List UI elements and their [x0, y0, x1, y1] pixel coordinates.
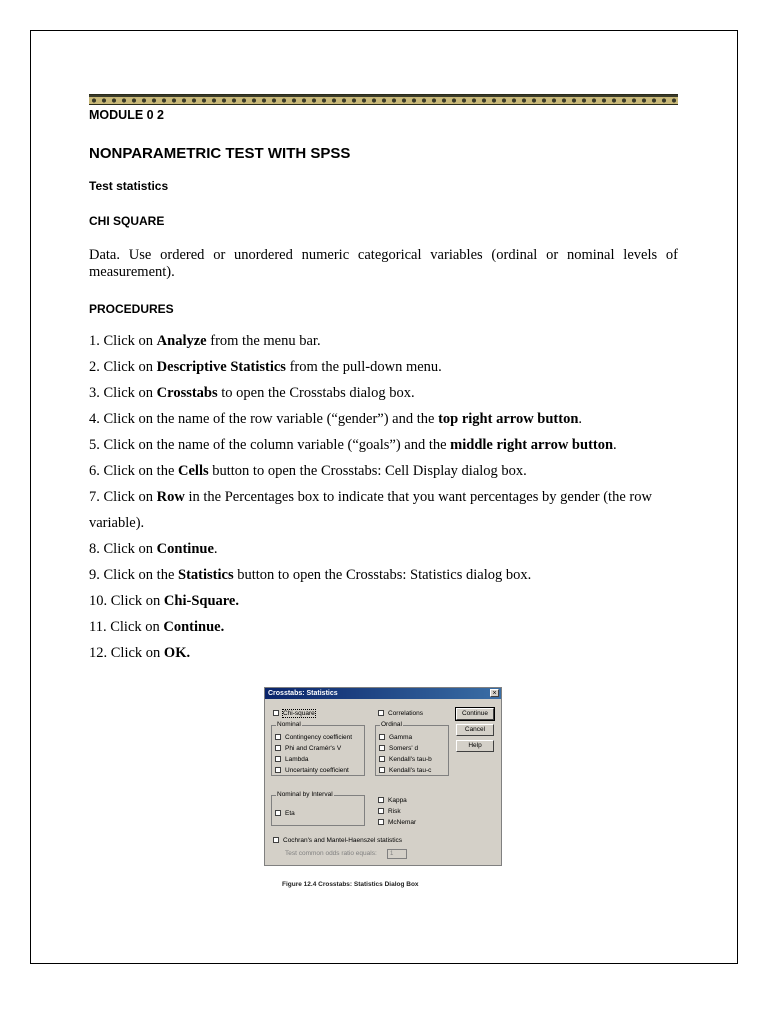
- checkbox-icon: [275, 810, 281, 816]
- step-text-end: in the Percentages box to indicate that you want percentages by gender (the row: [184, 489, 652, 505]
- step-text-end: .: [213, 541, 218, 557]
- checkbox-icon: [273, 710, 279, 716]
- step-emphasis: Cells: [178, 463, 209, 479]
- procedures-heading: PROCEDURES: [89, 302, 174, 316]
- checkbox-icon: [378, 808, 384, 814]
- test-odds-label: Test common odds ratio equals:: [285, 850, 377, 857]
- checkbox-icon: [378, 710, 384, 716]
- close-icon[interactable]: ×: [490, 689, 499, 697]
- contingency-label: Contingency coefficient: [285, 733, 353, 741]
- section-chi-square: CHI SQUARE: [89, 214, 165, 228]
- step-text-end: from the menu bar.: [206, 333, 321, 349]
- chi-square-checkbox[interactable]: [273, 709, 315, 717]
- decorative-border: [89, 94, 678, 105]
- checkbox-icon: [379, 745, 385, 751]
- cochran-checkbox[interactable]: [273, 836, 402, 844]
- step-text: 4. Click on the name of the row variable (“gender”) and the: [89, 411, 439, 427]
- procedure-step: [89, 437, 617, 454]
- step-text: 1. Click on: [89, 333, 157, 349]
- cancel-button[interactable]: Cancel: [456, 724, 494, 736]
- checkbox-icon: [378, 797, 384, 803]
- phi-cramer-checkbox[interactable]: [275, 744, 341, 752]
- tau-c-label: Kendall's tau-c: [389, 766, 432, 774]
- step-text-end: button to open the Crosstabs: Cell Display dialog box.: [208, 463, 527, 479]
- dialog-title: Crosstabs: Statistics: [265, 688, 501, 699]
- checkbox-icon: [275, 756, 281, 762]
- procedure-step: [89, 645, 190, 662]
- step-text: 6. Click on the: [89, 463, 179, 479]
- step-text-end: .: [613, 437, 617, 453]
- step-text: 12. Click on: [89, 645, 164, 661]
- risk-label: Risk: [388, 807, 401, 815]
- step-text: 10. Click on: [89, 593, 164, 609]
- step-text: 5. Click on the name of the column variable (“goals”) and the: [89, 437, 451, 453]
- step-text: 8. Click on: [89, 541, 157, 557]
- step-emphasis: Chi-Square.: [163, 593, 239, 609]
- crosstabs-statistics-dialog: [264, 687, 502, 866]
- nominal-group-label: Nominal: [277, 721, 301, 728]
- gamma-checkbox[interactable]: [379, 733, 412, 741]
- page-title: NONPARAMETRIC TEST WITH SPSS: [89, 145, 351, 162]
- step-text-end: .: [578, 411, 583, 427]
- step-text-end: to open the Crosstabs dialog box.: [217, 385, 415, 401]
- procedure-step: [89, 515, 144, 532]
- checkbox-icon: [275, 745, 281, 751]
- step-emphasis: Continue: [156, 541, 214, 557]
- cochran-label: Cochran's and Mantel-Haenszel statistics: [283, 836, 403, 844]
- eta-checkbox[interactable]: [275, 809, 295, 817]
- step-emphasis: Statistics: [178, 567, 234, 583]
- procedure-step: [89, 593, 239, 610]
- procedure-step: [89, 619, 224, 636]
- uncertainty-label: Uncertainty coefficient: [285, 766, 349, 774]
- procedure-step: [89, 489, 652, 506]
- somers-checkbox[interactable]: [379, 744, 418, 752]
- section-test-statistics: Test statistics: [89, 179, 169, 193]
- checkbox-icon: [275, 767, 281, 773]
- test-odds-input[interactable]: 1: [387, 849, 407, 859]
- checkbox-icon: [275, 734, 281, 740]
- ordinal-group-label: Ordinal: [381, 721, 402, 728]
- phi-cramer-label: Phi and Cramér's V: [285, 744, 342, 752]
- procedure-step: [89, 333, 321, 350]
- tau-c-checkbox[interactable]: [379, 766, 431, 774]
- step-text: 9. Click on the: [89, 567, 179, 583]
- step-emphasis: Crosstabs: [156, 385, 218, 401]
- risk-checkbox[interactable]: [378, 807, 401, 815]
- step-emphasis: Continue.: [163, 619, 225, 635]
- somers-label: Somers' d: [389, 744, 419, 752]
- step-text: 2. Click on: [89, 359, 157, 375]
- kappa-label: Kappa: [388, 796, 407, 804]
- procedure-step: [89, 411, 582, 428]
- step-text: 7. Click on: [89, 489, 157, 505]
- tau-b-label: Kendall's tau-b: [389, 755, 432, 763]
- checkbox-icon: [378, 819, 384, 825]
- lambda-label: Lambda: [285, 755, 309, 763]
- step-emphasis: top right arrow button: [438, 411, 579, 427]
- step-emphasis: middle right arrow button: [450, 437, 614, 453]
- data-paragraph: Data. Use ordered or unordered numeric categorical variables (ordinal or nominal levels of measurement).: [89, 247, 678, 280]
- procedure-step: [89, 359, 442, 376]
- step-emphasis: Descriptive Statistics: [156, 359, 286, 375]
- continue-button[interactable]: Continue: [456, 708, 494, 720]
- checkbox-icon: [379, 767, 385, 773]
- tau-b-checkbox[interactable]: [379, 755, 432, 763]
- step-emphasis: OK.: [163, 645, 191, 661]
- contingency-checkbox[interactable]: [275, 733, 352, 741]
- step-emphasis: Analyze: [156, 333, 207, 349]
- step-text: 11. Click on: [89, 619, 164, 635]
- procedure-step: [89, 567, 531, 584]
- mcnemar-label: McNemar: [388, 818, 417, 826]
- kappa-checkbox[interactable]: [378, 796, 407, 804]
- step-text-end: button to open the Crosstabs: Statistics dialog box.: [233, 567, 532, 583]
- eta-label: Eta: [285, 809, 295, 817]
- checkbox-icon: [379, 756, 385, 762]
- gamma-label: Gamma: [389, 733, 413, 741]
- correlations-checkbox[interactable]: [378, 709, 423, 717]
- procedure-step: [89, 385, 415, 402]
- uncertainty-checkbox[interactable]: [275, 766, 349, 774]
- step-emphasis: Row: [156, 489, 185, 505]
- nominal-by-interval-label: Nominal by Interval: [277, 791, 333, 798]
- procedure-step: [89, 463, 527, 480]
- chi-square-label: Chi-square: [283, 709, 315, 717]
- figure-caption: Figure 12.4 Crosstabs: Statistics Dialog Box: [282, 881, 419, 888]
- lambda-checkbox[interactable]: [275, 755, 309, 763]
- help-button[interactable]: Help: [456, 740, 494, 752]
- step-text-end: from the pull-down menu.: [285, 359, 442, 375]
- step-text: variable).: [89, 515, 145, 531]
- module-label: MODULE 0 2: [89, 108, 165, 122]
- checkbox-icon: [379, 734, 385, 740]
- mcnemar-checkbox[interactable]: [378, 818, 416, 826]
- procedure-step: [89, 541, 218, 558]
- checkbox-icon: [273, 837, 279, 843]
- step-text: 3. Click on: [89, 385, 157, 401]
- correlations-label: Correlations: [388, 709, 424, 717]
